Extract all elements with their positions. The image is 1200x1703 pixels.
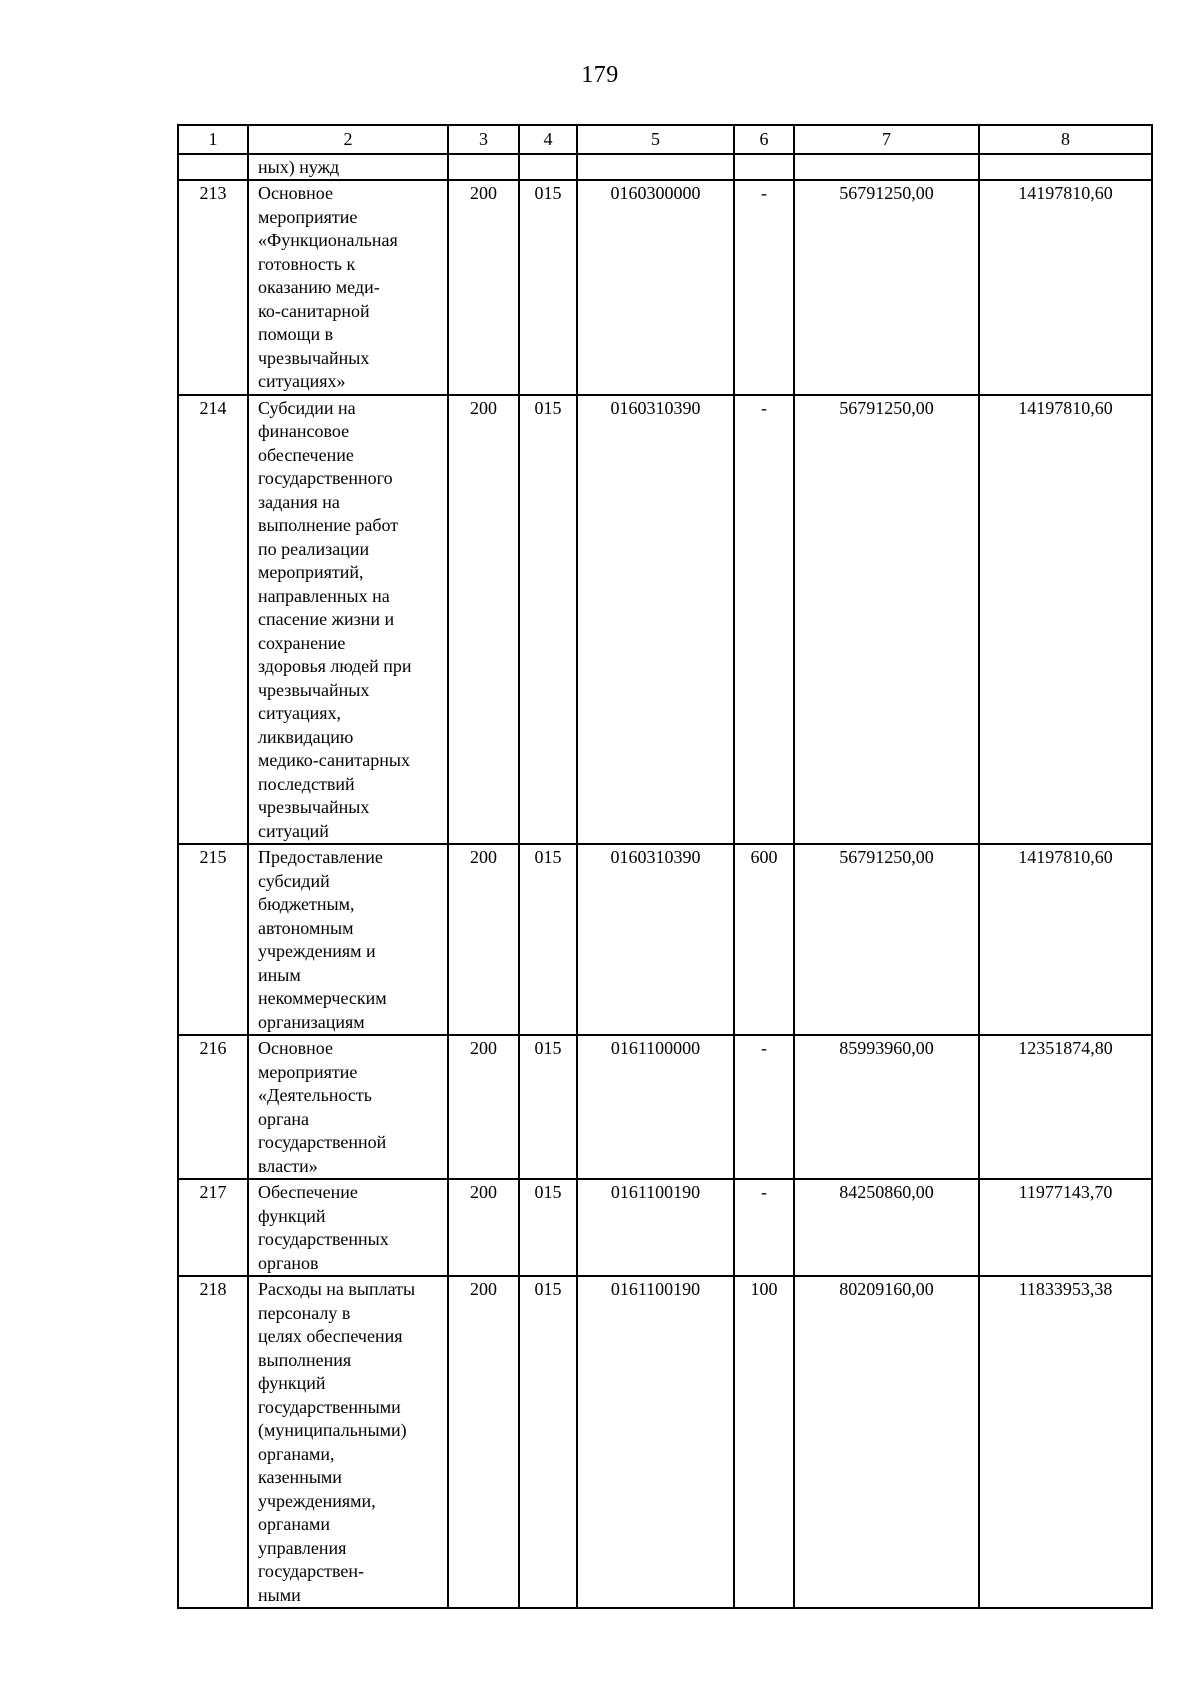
ministry-code-cell-text: 200 (470, 847, 497, 867)
amount-planned-cell (794, 154, 979, 181)
item-name-cell-text: ных) нужд (258, 156, 340, 177)
expense-type-cell (734, 1276, 794, 1608)
item-name-cell (248, 154, 448, 181)
expense-type-cell (734, 154, 794, 181)
table-row (178, 1179, 1152, 1276)
expense-type-cell (734, 844, 794, 1035)
amount-planned-cell (794, 1179, 979, 1276)
section-code-cell (519, 154, 577, 181)
column-header: 6 (734, 125, 794, 154)
amount-executed-cell-text: 12351874,80 (1018, 1038, 1113, 1058)
row-number-cell-text: 215 (199, 847, 227, 867)
amount-planned-cell-text: 56791250,00 (839, 183, 934, 203)
amount-executed-cell (979, 1276, 1152, 1608)
target-article-cell (577, 1035, 734, 1179)
item-name-cell (248, 1179, 448, 1276)
ministry-code-cell (448, 154, 519, 181)
column-header: 7 (794, 125, 979, 154)
row-number-cell (178, 154, 248, 181)
section-code-cell (519, 1276, 577, 1608)
column-header: 8 (979, 125, 1152, 154)
amount-executed-cell-text: 14197810,60 (1018, 397, 1113, 418)
amount-executed-cell-text: 14197810,60 (1018, 183, 1113, 203)
item-name-cell (248, 180, 448, 395)
table-row (178, 180, 1152, 395)
row-number-cell (178, 844, 248, 1035)
item-name-cell-text: Расходы на выплаты персоналу в целях обеспечения выполнения функций государственными (муниципальными) органами, казенными учреждениями, органами управления государствен- ными (258, 1279, 416, 1605)
amount-planned-cell-text: 56791250,00 (839, 397, 934, 418)
amount-executed-cell-text: 11977143,70 (1018, 1182, 1113, 1202)
column-header: 2 (248, 125, 448, 154)
item-name-cell-text: Основное мероприятие «Функциональная готовность к оказанию меди- ко-санитарной помощи в чрезвычайных ситуациях» (258, 183, 398, 391)
expense-type-cell-text: - (761, 1038, 767, 1058)
amount-executed-cell (979, 154, 1152, 181)
expense-type-cell-text: 600 (750, 847, 778, 867)
target-article-cell (577, 154, 734, 181)
target-article-cell (577, 395, 734, 845)
table-row (178, 1276, 1152, 1608)
amount-executed-cell-text: 14197810,60 (1018, 847, 1113, 867)
item-name-cell (248, 395, 448, 845)
ministry-code-cell-text: 200 (470, 1279, 497, 1299)
row-number-cell (178, 395, 248, 845)
amount-planned-cell-text: 84250860,00 (839, 1182, 934, 1202)
row-number-cell (178, 1035, 248, 1179)
table-row (178, 154, 1152, 181)
ministry-code-cell (448, 844, 519, 1035)
amount-executed-cell (979, 1035, 1152, 1179)
row-number-cell (178, 1276, 248, 1608)
ministry-code-cell (448, 1276, 519, 1608)
target-article-cell (577, 180, 734, 395)
row-number-cell (178, 180, 248, 395)
section-code-cell-text: 015 (534, 397, 562, 418)
target-article-cell (577, 1276, 734, 1608)
table-row (178, 844, 1152, 1035)
ministry-code-cell (448, 395, 519, 845)
row-number-cell (178, 1179, 248, 1276)
expense-type-cell-text: 100 (750, 1279, 778, 1299)
amount-planned-cell (794, 1276, 979, 1608)
amount-planned-cell-text: 56791250,00 (839, 847, 934, 867)
item-name-cell-text: Субсидии на финансовое обеспечение государственного задания на выполнение работ по реализации мероприятий, направленных на спасение жизни и сохранение здоровья людей при чрезвычайных ситуациях, ликвидацию медико-санитарных последствий чрезвычайных ситуаций (258, 397, 412, 841)
amount-planned-cell-text: 85993960,00 (839, 1038, 934, 1058)
item-name-cell-text: Основное мероприятие «Деятельность органа государственной власти» (258, 1038, 387, 1176)
amount-executed-cell (979, 1179, 1152, 1276)
ministry-code-cell-text: 200 (470, 1038, 497, 1058)
amount-executed-cell (979, 844, 1152, 1035)
target-article-cell (577, 844, 734, 1035)
amount-planned-cell-text: 80209160,00 (839, 1279, 934, 1299)
ministry-code-cell (448, 1179, 519, 1276)
section-code-cell (519, 1035, 577, 1179)
item-name-cell (248, 1035, 448, 1179)
section-code-cell (519, 180, 577, 395)
ministry-code-cell (448, 180, 519, 395)
section-code-cell-text: 015 (534, 1182, 562, 1202)
table-row (178, 395, 1152, 845)
target-article-cell-text: 0160300000 (610, 183, 701, 203)
target-article-cell-text: 0161100190 (610, 1182, 701, 1202)
expense-type-cell-text: - (761, 183, 767, 203)
row-number-cell-text: 218 (199, 1279, 227, 1299)
item-name-cell (248, 844, 448, 1035)
section-code-cell-text: 015 (534, 183, 562, 203)
section-code-cell (519, 395, 577, 845)
column-header: 4 (519, 125, 577, 154)
item-name-cell (248, 1276, 448, 1608)
item-name-cell-text: Обеспечение функций государственных органов (258, 1182, 389, 1273)
column-header: 5 (577, 125, 734, 154)
expense-type-cell-text: - (761, 1182, 767, 1202)
section-code-cell-text: 015 (534, 1038, 562, 1058)
section-code-cell-text: 015 (534, 1279, 562, 1299)
ministry-code-cell-text: 200 (470, 397, 497, 418)
target-article-cell (577, 1179, 734, 1276)
ministry-code-cell (448, 1035, 519, 1179)
row-number-cell-text: 213 (199, 183, 227, 203)
column-header: 3 (448, 125, 519, 154)
target-article-cell-text: 0161100000 (610, 1038, 701, 1058)
page-number: 179 (581, 62, 619, 88)
column-header: 1 (178, 125, 248, 154)
row-number-cell-text: 216 (199, 1038, 227, 1058)
amount-executed-cell (979, 395, 1152, 845)
amount-planned-cell (794, 180, 979, 395)
ministry-code-cell-text: 200 (470, 183, 497, 203)
table-row (178, 1035, 1152, 1179)
table-header-row (178, 125, 1152, 154)
expense-type-cell (734, 395, 794, 845)
expense-type-cell (734, 180, 794, 395)
section-code-cell (519, 844, 577, 1035)
expense-type-cell (734, 1179, 794, 1276)
target-article-cell-text: 0161100190 (610, 1279, 701, 1299)
amount-planned-cell (794, 844, 979, 1035)
item-name-cell-text: Предоставление субсидий бюджетным, автономным учреждениям и иным некоммерческим организациям (258, 847, 387, 1032)
amount-executed-cell-text: 11833953,38 (1018, 1279, 1113, 1299)
amount-planned-cell (794, 395, 979, 845)
target-article-cell-text: 0160310390 (610, 397, 701, 418)
budget-table (177, 124, 1153, 1609)
expense-type-cell (734, 1035, 794, 1179)
expense-type-cell-text: - (761, 397, 767, 418)
row-number-cell-text: 217 (199, 1182, 227, 1202)
section-code-cell (519, 1179, 577, 1276)
amount-executed-cell (979, 180, 1152, 395)
section-code-cell-text: 015 (534, 847, 562, 867)
row-number-cell-text: 214 (199, 397, 227, 418)
amount-planned-cell (794, 1035, 979, 1179)
ministry-code-cell-text: 200 (470, 1182, 497, 1202)
target-article-cell-text: 0160310390 (610, 847, 701, 867)
